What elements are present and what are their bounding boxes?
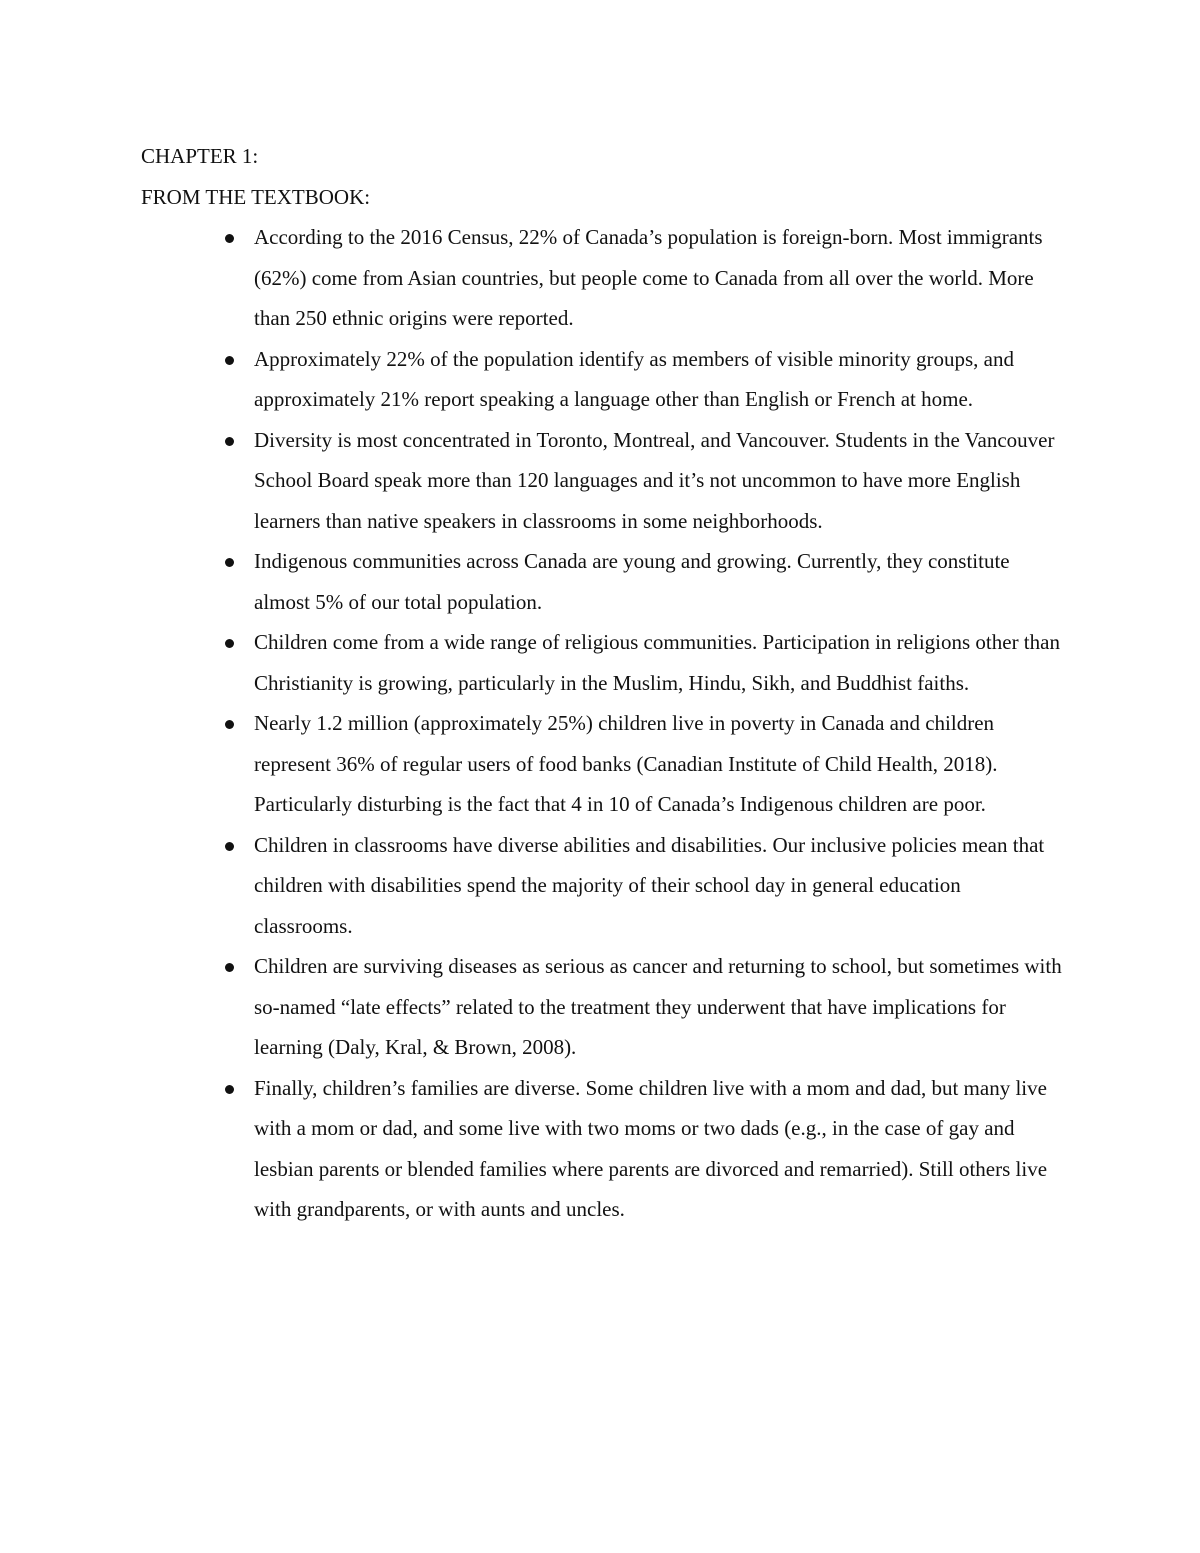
bullet-list (141, 217, 1081, 1230)
list-item-text: Approximately 22% of the population identify as members of visible minority groups, and approximately 21% report speaking a language other than English or French at home. (254, 346, 1014, 411)
bullet-dot-icon (225, 639, 234, 648)
list-item-text: Indigenous communities across Canada are young and growing. Currently, they constitute almost 5% of our total population. (254, 549, 1010, 614)
bullet-dot-icon (225, 234, 234, 243)
chapter-heading: CHAPTER 1: (141, 144, 259, 168)
list-item-text: Finally, children’s families are diverse. Some children live with a mom and dad, but many live with a mom or dad, and some live with two moms or two dads (e.g., in the case of gay and lesbian parents or blended families where parents are divorced and remarried). Still others live with grandparents, or with aunts and uncles. (254, 1075, 1048, 1221)
bullet-dot-icon (225, 963, 234, 972)
list-item (141, 217, 1081, 339)
list-item (141, 541, 1081, 622)
list-item-text: Diversity is most concentrated in Toronto, Montreal, and Vancouver. Students in the Vancouver School Board speak more than 120 languages and it’s not uncommon to have more English learners than native speakers in classrooms in some neighborhoods. (254, 427, 1055, 533)
list-item-text: Children in classrooms have diverse abilities and disabilities. Our inclusive policies mean that children with disabilities spend the majority of their school day in general education classrooms. (254, 832, 1045, 938)
bullet-dot-icon (225, 720, 234, 729)
section-heading: FROM THE TEXTBOOK: (141, 184, 371, 209)
list-item-text: Children are surviving diseases as serious as cancer and returning to school, but sometimes with so-named “late effects” related to the treatment they underwent that have implications for learning (Daly, Kral, & Brown, 2008). (254, 954, 1062, 1059)
list-item (141, 420, 1081, 542)
bullet-dot-icon (225, 437, 234, 446)
list-item-text: Children come from a wide range of religious communities. Participation in religions other than Christianity is growing, particularly in the Muslim, Hindu, Sikh, and Buddhist faiths. (254, 630, 1060, 695)
list-item-text: Nearly 1.2 million (approximately 25%) children live in poverty in Canada and children represent 36% of regular users of food banks (Canadian Institute of Child Health, 2018). Particularly disturbing is the fact that 4 in 10 of Canada’s Indigenous children are poor. (254, 711, 998, 816)
list-item (141, 946, 1081, 1068)
bullet-dot-icon (225, 1085, 234, 1094)
bullet-dot-icon (225, 356, 234, 365)
list-item (141, 339, 1081, 420)
bullet-dot-icon (225, 558, 234, 567)
bullet-dot-icon (225, 842, 234, 851)
list-item-text: According to the 2016 Census, 22% of Canada’s population is foreign-born. Most immigrants (62%) come from Asian countries, but people come to Canada from all over the world. More than 250 ethnic origins were reported. (254, 225, 1043, 330)
list-item (141, 825, 1081, 947)
list-item (141, 1068, 1081, 1230)
document-body (141, 136, 1081, 1230)
list-item (141, 703, 1081, 825)
list-item (141, 622, 1081, 703)
